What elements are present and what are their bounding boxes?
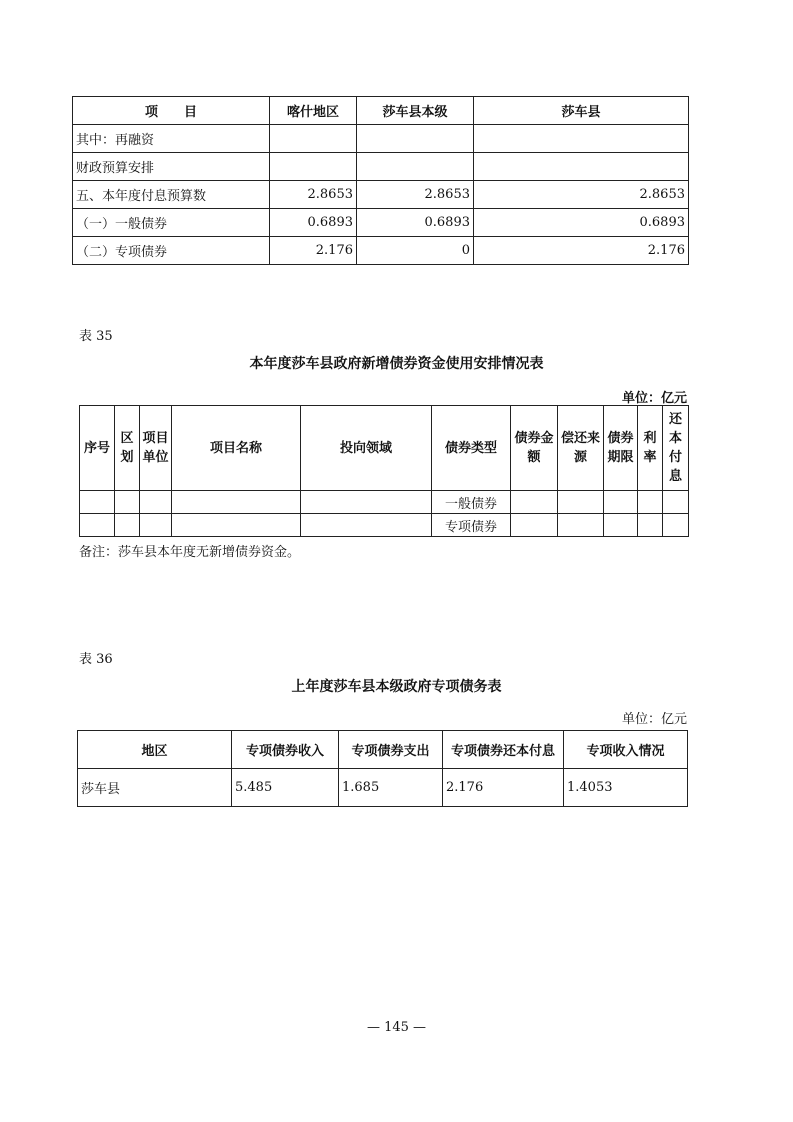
- table-35: [79, 405, 689, 537]
- table-row: [73, 181, 689, 209]
- table-35-unit: 单位：亿元: [621, 391, 687, 406]
- cell-value: 2.176: [474, 237, 689, 265]
- page-number: — 145 —: [366, 1020, 427, 1035]
- header-district: 区划: [115, 406, 140, 491]
- cell-value: [474, 125, 689, 153]
- cell-empty: [511, 514, 558, 537]
- table-row: [73, 237, 689, 265]
- table-header-row: [78, 731, 688, 769]
- cell-value: 5.485: [232, 769, 339, 807]
- header-shache-level: 莎车县本级: [357, 97, 474, 125]
- cell-empty: [115, 491, 140, 514]
- cell-value: [357, 153, 474, 181]
- table-35-title: 本年度莎车县政府新增债券资金使用安排情况表: [249, 356, 544, 372]
- header-rate: 利率: [638, 406, 663, 491]
- cell-empty: [80, 491, 115, 514]
- cell-empty: [558, 514, 604, 537]
- table-header-row: [80, 406, 689, 491]
- table-34-continuation: [72, 96, 689, 265]
- cell-empty: [140, 514, 172, 537]
- header-direction: 投向领域: [301, 406, 432, 491]
- cell-value: 2.176: [443, 769, 564, 807]
- header-shache: 莎车县: [474, 97, 689, 125]
- cell-empty: [663, 514, 689, 537]
- table-row: [80, 491, 689, 514]
- cell-empty: [172, 514, 301, 537]
- header-special-bond-repayment: 专项债券还本付息: [443, 731, 564, 769]
- cell-value: 1.685: [339, 769, 443, 807]
- cell-value: 0.6893: [270, 209, 357, 237]
- cell-empty: [638, 514, 663, 537]
- header-item: 项 目: [73, 97, 270, 125]
- row-label: （二）专项债券: [73, 237, 270, 265]
- cell-empty: [301, 514, 432, 537]
- row-label: 财政预算安排: [73, 153, 270, 181]
- cell-empty: [558, 491, 604, 514]
- table-header-row: [73, 97, 689, 125]
- table-row: [73, 153, 689, 181]
- header-special-bond-expense: 专项债券支出: [339, 731, 443, 769]
- cell-bond-type: 专项债券: [432, 514, 511, 537]
- cell-value: [357, 125, 474, 153]
- cell-empty: [115, 514, 140, 537]
- table-35-label: 表 35: [79, 329, 113, 344]
- row-label: （一）一般债券: [73, 209, 270, 237]
- cell-value: [474, 153, 689, 181]
- header-region: 地区: [78, 731, 232, 769]
- table-row: [73, 209, 689, 237]
- cell-value: 1.4053: [564, 769, 688, 807]
- table-36-title: 上年度莎车县本级政府专项债务表: [291, 679, 502, 695]
- cell-region: 莎车县: [78, 769, 232, 807]
- cell-empty: [301, 491, 432, 514]
- cell-empty: [140, 491, 172, 514]
- cell-value: [270, 153, 357, 181]
- header-bond-amount: 债券金额: [511, 406, 558, 491]
- cell-empty: [604, 491, 638, 514]
- header-repay: 还本付息: [663, 406, 689, 491]
- table-35-note: 备注：莎车县本年度无新增债券资金。: [79, 545, 301, 560]
- header-project-name: 项目名称: [172, 406, 301, 491]
- table-36-label: 表 36: [79, 652, 113, 667]
- table-row: [78, 769, 688, 807]
- cell-empty: [663, 491, 689, 514]
- cell-empty: [172, 491, 301, 514]
- header-special-bond-income: 专项债券收入: [232, 731, 339, 769]
- table-36-unit: 单位：亿元: [621, 712, 687, 727]
- cell-value: 2.176: [270, 237, 357, 265]
- cell-empty: [604, 514, 638, 537]
- header-bond-type: 债券类型: [432, 406, 511, 491]
- cell-value: 0: [357, 237, 474, 265]
- header-special-income-status: 专项收入情况: [564, 731, 688, 769]
- header-seq: 序号: [80, 406, 115, 491]
- row-label: 五、本年度付息预算数: [73, 181, 270, 209]
- cell-value: 2.8653: [270, 181, 357, 209]
- cell-value: 0.6893: [474, 209, 689, 237]
- cell-empty: [511, 491, 558, 514]
- header-kashgar: 喀什地区: [270, 97, 357, 125]
- table-row: [80, 514, 689, 537]
- cell-value: 2.8653: [474, 181, 689, 209]
- header-project-unit: 项目单位: [140, 406, 172, 491]
- cell-empty: [80, 514, 115, 537]
- table-36: [77, 730, 688, 807]
- cell-value: 0.6893: [357, 209, 474, 237]
- table-row: [73, 125, 689, 153]
- header-repay-source: 偿还来源: [558, 406, 604, 491]
- cell-value: [270, 125, 357, 153]
- row-label: 其中：再融资: [73, 125, 270, 153]
- cell-bond-type: 一般债券: [432, 491, 511, 514]
- header-bond-term: 债券期限: [604, 406, 638, 491]
- cell-empty: [638, 491, 663, 514]
- cell-value: 2.8653: [357, 181, 474, 209]
